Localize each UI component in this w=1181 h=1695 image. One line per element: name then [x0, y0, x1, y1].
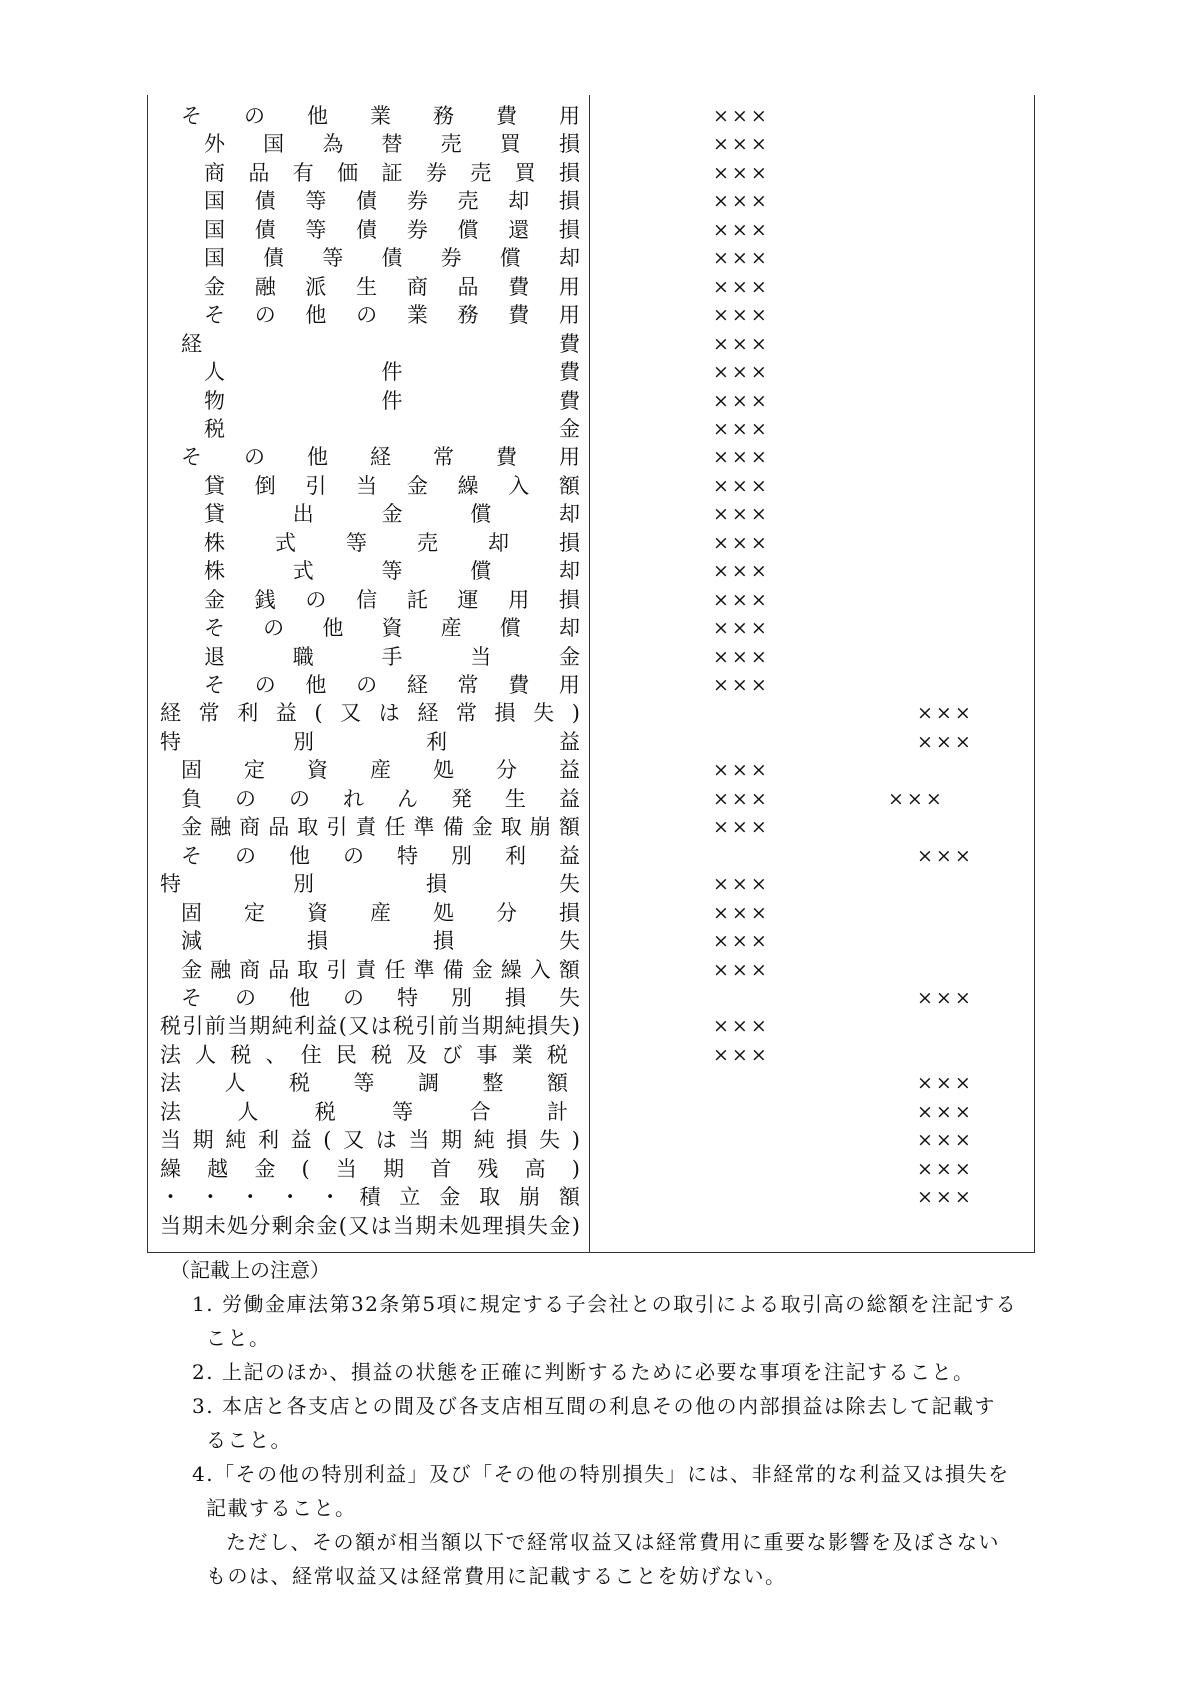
amount-col1: ××× — [713, 446, 770, 469]
table-row — [0, 301, 1181, 329]
row-label: 特 別 利 益 — [160, 729, 580, 754]
row-label: 法 人 税 等 調 整 額 — [160, 1071, 568, 1096]
row-label: 金 融 派 生 商 品 費 用 — [204, 274, 580, 299]
row-label: 物 件 費 — [204, 388, 580, 413]
amount-col3: ××× — [917, 1100, 974, 1123]
table-row — [0, 1041, 1181, 1069]
note-line: 3. 本店と各支店との間及び各支店相互間の利息その他の内部損益は除去して記載す — [192, 1394, 996, 1418]
table-row — [0, 813, 1181, 841]
amount-col1: ××× — [713, 332, 770, 355]
row-label: 税 金 — [204, 416, 580, 441]
amount-col1: ××× — [713, 645, 770, 668]
amount-col1: ××× — [713, 787, 770, 810]
amount-col3: ××× — [917, 1157, 974, 1180]
table-row — [0, 472, 1181, 500]
table-row — [0, 244, 1181, 272]
row-label: 外 国 為 替 売 買 損 — [204, 132, 580, 157]
amount-col1: ××× — [713, 190, 770, 213]
row-label: 繰 越 金 ( 当 期 首 残 高 ) — [160, 1156, 580, 1181]
amount-col1: ××× — [713, 930, 770, 953]
row-label: 金 融 商 品 取 引 責 任 準 備 金 繰 入 額 — [181, 957, 580, 982]
amount-col1: ××× — [713, 275, 770, 298]
row-label: ・ ・ ・ ・ ・ 積 立 金 取 崩 額 — [160, 1185, 580, 1210]
row-label: そ の 他 資 産 償 却 — [204, 616, 580, 641]
table-row — [0, 387, 1181, 415]
amount-col3: ××× — [917, 1186, 974, 1209]
amount-col1: ××× — [713, 531, 770, 554]
amount-col1: ××× — [713, 161, 770, 184]
row-label: 固 定 資 産 処 分 損 — [181, 900, 580, 925]
table-row — [0, 415, 1181, 443]
table-row — [0, 529, 1181, 557]
note-line: ること。 — [206, 1428, 292, 1452]
amount-col3: ××× — [917, 986, 974, 1009]
row-label: 株 式 等 売 却 損 — [204, 530, 580, 555]
row-label: 国 債 等 債 券 償 還 損 — [204, 217, 580, 242]
note-line: 4.「その他の特別利益」及び「その他の特別損失」には、非経常的な利益又は損失を — [192, 1462, 1010, 1486]
row-label: 国 債 等 債 券 償 却 — [204, 246, 580, 271]
table-row — [0, 785, 1181, 813]
table-row — [0, 842, 1181, 870]
table-row — [0, 1212, 1181, 1240]
row-label: そ の 他 の 特 別 損 失 — [181, 985, 580, 1010]
row-label: 当 期 純 利 益 ( 又 は 当 期 純 損 失 ) — [160, 1128, 580, 1153]
row-label: 経 費 — [181, 331, 580, 356]
row-label: そ の 他 の 特 別 利 益 — [181, 843, 580, 868]
row-label: 法 人 税 、 住 民 税 及 び 事 業 税 — [160, 1042, 568, 1067]
row-label: 金 融 商 品 取 引 責 任 準 備 金 取 崩 額 — [181, 815, 580, 840]
amount-col1: ××× — [713, 873, 770, 896]
notes-heading: （記載上の注意） — [170, 1258, 330, 1282]
row-label: 金 銭 の 信 託 運 用 損 — [204, 587, 580, 612]
amount-col1: ××× — [713, 389, 770, 412]
table-row — [0, 984, 1181, 1012]
row-label: 経 常 利 益 ( 又 は 経 常 損 失 ) — [160, 701, 580, 726]
row-label: 退 職 手 当 金 — [204, 644, 580, 669]
table-row — [0, 643, 1181, 671]
table-row — [0, 728, 1181, 756]
row-label: 当 期 未 処 分 剰 余 金 ( 又 は 当 期 未 処 理 損 失 金 ) — [160, 1213, 580, 1238]
amount-col2: ××× — [888, 787, 945, 810]
row-label: 法 人 税 等 合 計 — [160, 1099, 568, 1124]
row-label: 負 の の れ ん 発 生 益 — [181, 786, 580, 811]
table-row — [0, 330, 1181, 358]
note-line: こと。 — [206, 1326, 271, 1350]
amount-col1: ××× — [713, 133, 770, 156]
table-row — [0, 956, 1181, 984]
note-line: ただし、その額が相当額以下で経常収益又は経常費用に重要な影響を及ぼさない — [226, 1530, 1000, 1554]
amount-col1: ××× — [713, 958, 770, 981]
table-row — [0, 557, 1181, 585]
amount-col3: ××× — [917, 730, 974, 753]
amount-col1: ××× — [713, 759, 770, 782]
table-row — [0, 699, 1181, 727]
amount-col1: ××× — [713, 674, 770, 696]
table-row — [0, 1183, 1181, 1211]
amount-col3: ××× — [917, 1072, 974, 1095]
amount-col1: ××× — [713, 1015, 770, 1038]
row-label: 貸 倒 引 当 金 繰 入 額 — [204, 473, 580, 498]
table-row — [0, 443, 1181, 471]
amount-col1: ××× — [713, 247, 770, 270]
row-label: そ の 他 業 務 費 用 — [181, 104, 580, 128]
table-row — [0, 102, 1181, 130]
note-line: 2. 上記のほか、損益の状態を正確に判断するために必要な事項を注記すること。 — [192, 1360, 975, 1384]
amount-col1: ××× — [713, 503, 770, 526]
amount-col1: ××× — [713, 105, 770, 127]
note-line: ものは、経常収益又は経常費用に記載することを妨げない。 — [206, 1564, 787, 1588]
row-label: 国 債 等 債 券 売 却 損 — [204, 189, 580, 214]
table-row — [0, 756, 1181, 784]
amount-col3: ××× — [917, 702, 974, 725]
table-row — [0, 187, 1181, 215]
amount-col3: ××× — [917, 844, 974, 867]
table-row — [0, 1098, 1181, 1126]
amount-col3: ××× — [917, 1129, 974, 1152]
row-label: 人 件 費 — [204, 360, 580, 385]
table-row — [0, 1155, 1181, 1183]
table-row — [0, 273, 1181, 301]
row-label: 特 別 損 失 — [160, 872, 580, 897]
row-label: そ の 他 の 経 常 費 用 — [204, 673, 580, 697]
table-row — [0, 927, 1181, 955]
amount-col1: ××× — [713, 218, 770, 241]
amount-col1: ××× — [713, 474, 770, 497]
table-row — [0, 1012, 1181, 1040]
row-label: 商 品 有 価 証 券 売 買 損 — [204, 160, 580, 185]
amount-col1: ××× — [713, 417, 770, 440]
amount-col1: ××× — [713, 361, 770, 384]
table-row — [0, 1126, 1181, 1154]
row-label: 株 式 等 償 却 — [204, 559, 580, 584]
table-row — [0, 216, 1181, 244]
note-line: 1. 労働金庫法第32条第5項に規定する子会社との取引による取引高の総額を注記する — [192, 1292, 1018, 1316]
table-row — [0, 159, 1181, 187]
amount-col1: ××× — [713, 901, 770, 924]
amount-col1: ××× — [713, 617, 770, 640]
row-label: 税 引 前 当 期 純 利 益 ( 又 は 税 引 前 当 期 純 損 失 ) — [160, 1014, 580, 1039]
table-row — [0, 500, 1181, 528]
table-row — [0, 614, 1181, 642]
table-row — [0, 358, 1181, 386]
row-label: 固 定 資 産 処 分 益 — [181, 758, 580, 783]
table-row — [0, 870, 1181, 898]
row-label: そ の 他 経 常 費 用 — [181, 445, 580, 470]
row-label: 貸 出 金 償 却 — [204, 502, 580, 527]
table-row — [0, 1069, 1181, 1097]
table-row — [0, 130, 1181, 158]
amount-col1: ××× — [713, 588, 770, 611]
table-row — [0, 586, 1181, 614]
note-line: 記載すること。 — [206, 1496, 357, 1520]
amount-col1: ××× — [713, 304, 770, 327]
amount-col1: ××× — [713, 1043, 770, 1066]
row-label: 減 損 損 失 — [181, 929, 580, 954]
amount-col1: ××× — [713, 560, 770, 583]
row-label: そ の 他 の 業 務 費 用 — [204, 303, 580, 328]
table-row — [0, 899, 1181, 927]
table-row — [0, 671, 1181, 699]
amount-col1: ××× — [713, 816, 770, 839]
